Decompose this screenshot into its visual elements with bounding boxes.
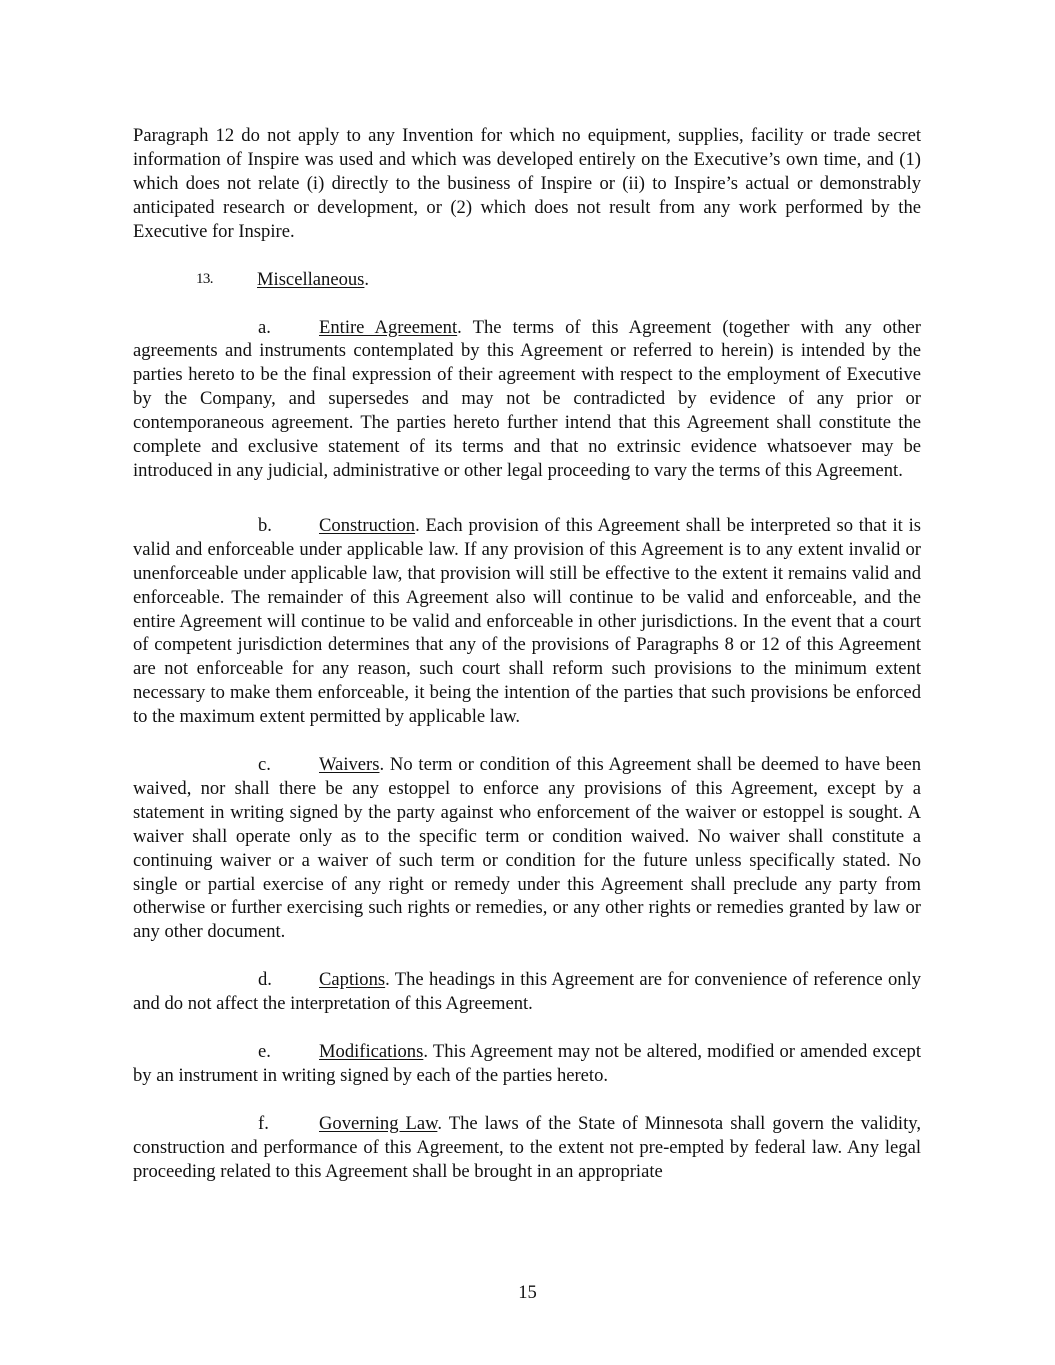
subsection-body: . No term or condition of this Agreement shall be deemed to have been waived, nor shall there be any estoppel to enforce any provisions of this Agreement, except by a statement in writing signed by the party against who enforcement of the waiver or estoppel is sought. A waiver shall operate only as to the specific term or condition waived. No waiver shall constitute a continuing waiver or a waiver of such term or condition for the future unless specifically stated. No single or partial exercise of any right or remedy under this Agreement shall preclude any party from otherwise or further exercising such rights or remedies, or any other rights or remedies granted by law or any other document. bbox=[133, 754, 921, 943]
section-number: 13. bbox=[196, 270, 213, 287]
subsection-letter: b. bbox=[258, 514, 272, 536]
subsection-letter: d. bbox=[258, 969, 272, 991]
section-title-suffix: . bbox=[364, 268, 370, 290]
subsection-body: . This Agreement may not be altered, modified or amended except by an instrument in writing signed by each of the parties hereto. bbox=[133, 1041, 921, 1086]
subsection-e bbox=[133, 1040, 921, 1088]
subsection-body: . Each provision of this Agreement shall be interpreted so that it is valid and enforceable under applicable law. If any provision of this Agreement is to any extent invalid or unenforceable under applicable law, that provision will still be effective to the extent it remains valid and enforceable. The remainder of this Agreement also will continue to be valid and enforceable, and the entire Agreement will continue to be valid and enforceable in other jurisdictions. In the event that a court of competent jurisdiction determines that any of the provisions of Paragraphs 8 or 12 of this Agreement are not enforceable for any reason, such court shall reform such provisions to the minimum extent necessary to make them enforceable, it being the intention of the parties that such provisions be enforced to the maximum extent permitted by applicable law. bbox=[133, 514, 921, 728]
subsection-title: Governing Law bbox=[319, 1112, 438, 1134]
subsection-f bbox=[133, 1112, 921, 1184]
subsection-letter: f. bbox=[258, 1112, 269, 1134]
subsection-title: Entire Agreement bbox=[319, 316, 458, 338]
subsection-letter: a. bbox=[258, 316, 271, 338]
subsection-body: . The laws of the State of Minnesota shall govern the validity, construction and performance of this Agreement, to the extent not pre-empted by federal law. Any legal proceeding related to this Agreement shall be brought in an appropriate bbox=[133, 1112, 921, 1182]
section-heading bbox=[133, 268, 921, 292]
document-body bbox=[133, 124, 921, 1184]
subsection-a bbox=[133, 316, 921, 483]
subsection-title: Waivers bbox=[319, 754, 380, 776]
subsection-title: Captions bbox=[319, 969, 386, 991]
subsection-b bbox=[133, 514, 921, 729]
subsection-title: Modifications bbox=[319, 1041, 424, 1063]
subsection-letter: c. bbox=[258, 754, 271, 776]
intro-paragraph: Paragraph 12 do not apply to any Invention for which no equipment, supplies, facility or trade secret information of Inspire was used and which was developed entirely on the Executive’s own time, and (1) which does not relate (i) directly to the business of Inspire or (ii) to Inspire’s actual or demonstrably anticipated research or development, or (2) which does not result from any work performed by the Executive for Inspire. bbox=[133, 125, 921, 242]
section-title-wrap bbox=[257, 268, 369, 292]
subsection-letter: e. bbox=[258, 1041, 271, 1063]
subsection-body: . The headings in this Agreement are for convenience of reference only and do not affect the interpretation of this Agreement. bbox=[133, 969, 921, 1015]
subsection-c bbox=[133, 753, 921, 944]
subsection-title: Construction bbox=[319, 514, 416, 536]
section-title: Miscellaneous bbox=[257, 268, 365, 290]
subsection-body: . The terms of this Agreement (together with any other agreements and instruments contemplated by this Agreement or referred to herein) is intended by the parties hereto to be the final expression of their agreement with respect to the employment of Executive by the Company, and supersedes and may not be contradicted by evidence of any prior or contemporaneous agreement. The parties hereto further intend that this Agreement shall constitute the complete and exclusive statement of its terms and that no extrinsic evidence whatsoever may be introduced in any judicial, administrative or other legal proceeding to vary the terms of this Agreement. bbox=[133, 316, 921, 481]
page-number: 15 bbox=[518, 1282, 537, 1303]
subsection-d bbox=[133, 968, 921, 1016]
